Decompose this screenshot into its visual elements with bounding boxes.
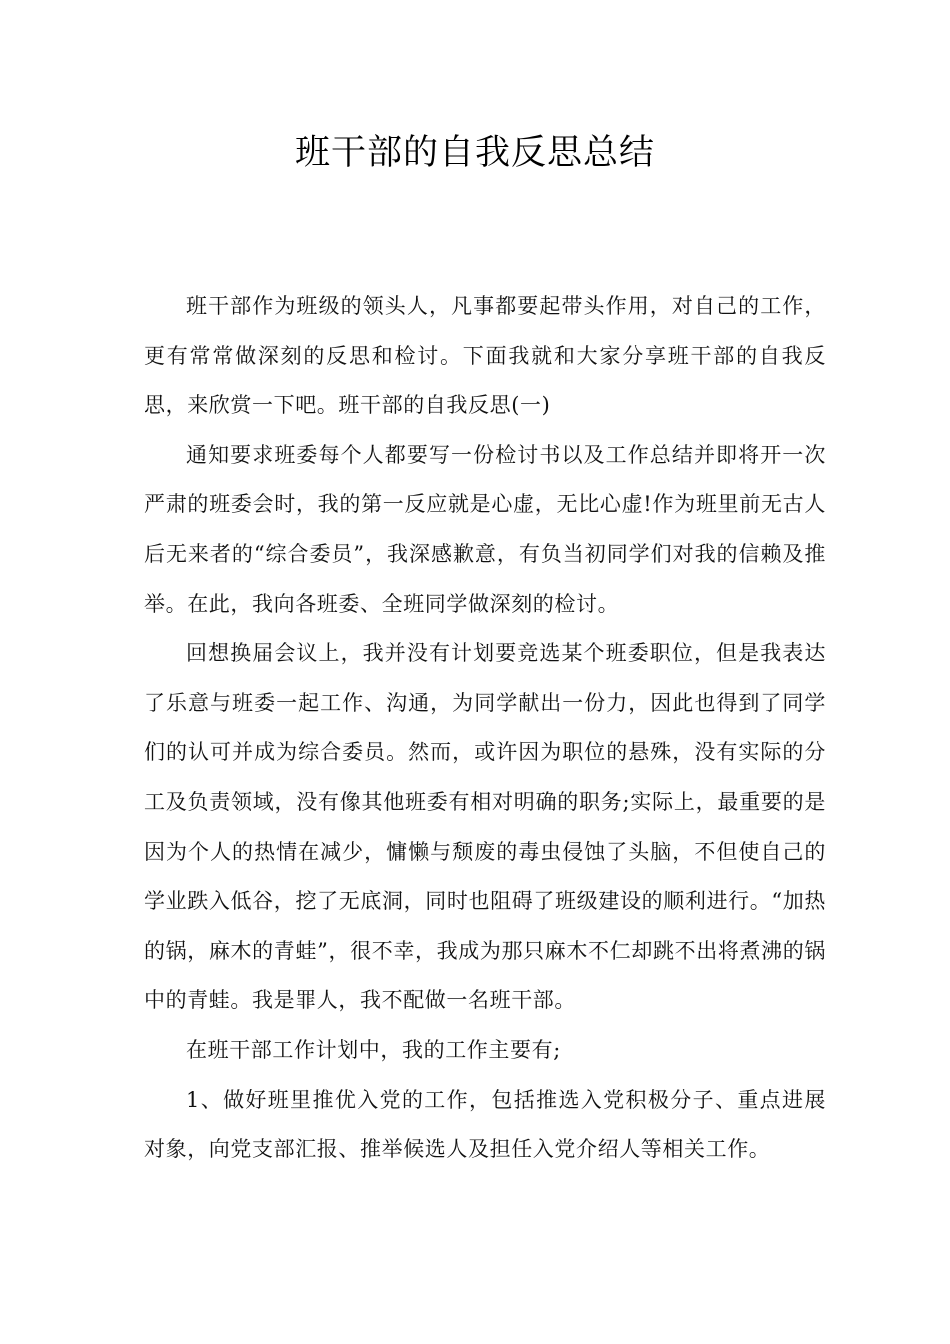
- document-body: [144, 282, 826, 1175]
- paragraph: 回想换届会议上，我并没有计划要竞选某个班委职位，但是我表达了乐意与班委一起工作、沟通，为同学献出一份力，因此也得到了同学们的认可并成为综合委员。然而，或许因为职位的悬殊，没有实际的分工及负责领域，没有像其他班委有相对明确的职务;实际上，最重要的是因为个人的热情在减少，慵懒与颓废的毒虫侵蚀了头脑，不但使自己的学业跌入低谷，挖了无底洞，同时也阻碍了班级建设的顺利进行。“加热的锅，麻木的青蛙”，很不幸，我成为那只麻木不仁却跳不出将煮沸的锅中的青蛙。我是罪人，我不配做一名班干部。: [144, 641, 826, 1013]
- paragraph: 1、做好班里推优入党的工作，包括推选入党积极分子、重点进展对象，向党支部汇报、推举候选人及担任入党介绍人等相关工作。: [144, 1087, 826, 1162]
- paragraph: 在班干部工作计划中，我的工作主要有;: [186, 1037, 561, 1062]
- paragraph: 通知要求班委每个人都要写一份检讨书以及工作总结并即将开一次严肃的班委会时，我的第一反应就是心虚，无比心虚!作为班里前无古人后无来者的“综合委员”，我深感歉意，有负当初同学们对我的信赖及推举。在此，我向各班委、全班同学做深刻的检讨。: [144, 442, 826, 616]
- document-title: 班干部的自我反思总结: [294, 133, 655, 173]
- paragraph: 班干部作为班级的领头人，凡事都要起带头作用，对自己的工作，更有常常做深刻的反思和检讨。下面我就和大家分享班干部的自我反思，来欣赏一下吧。班干部的自我反思(一): [144, 294, 826, 418]
